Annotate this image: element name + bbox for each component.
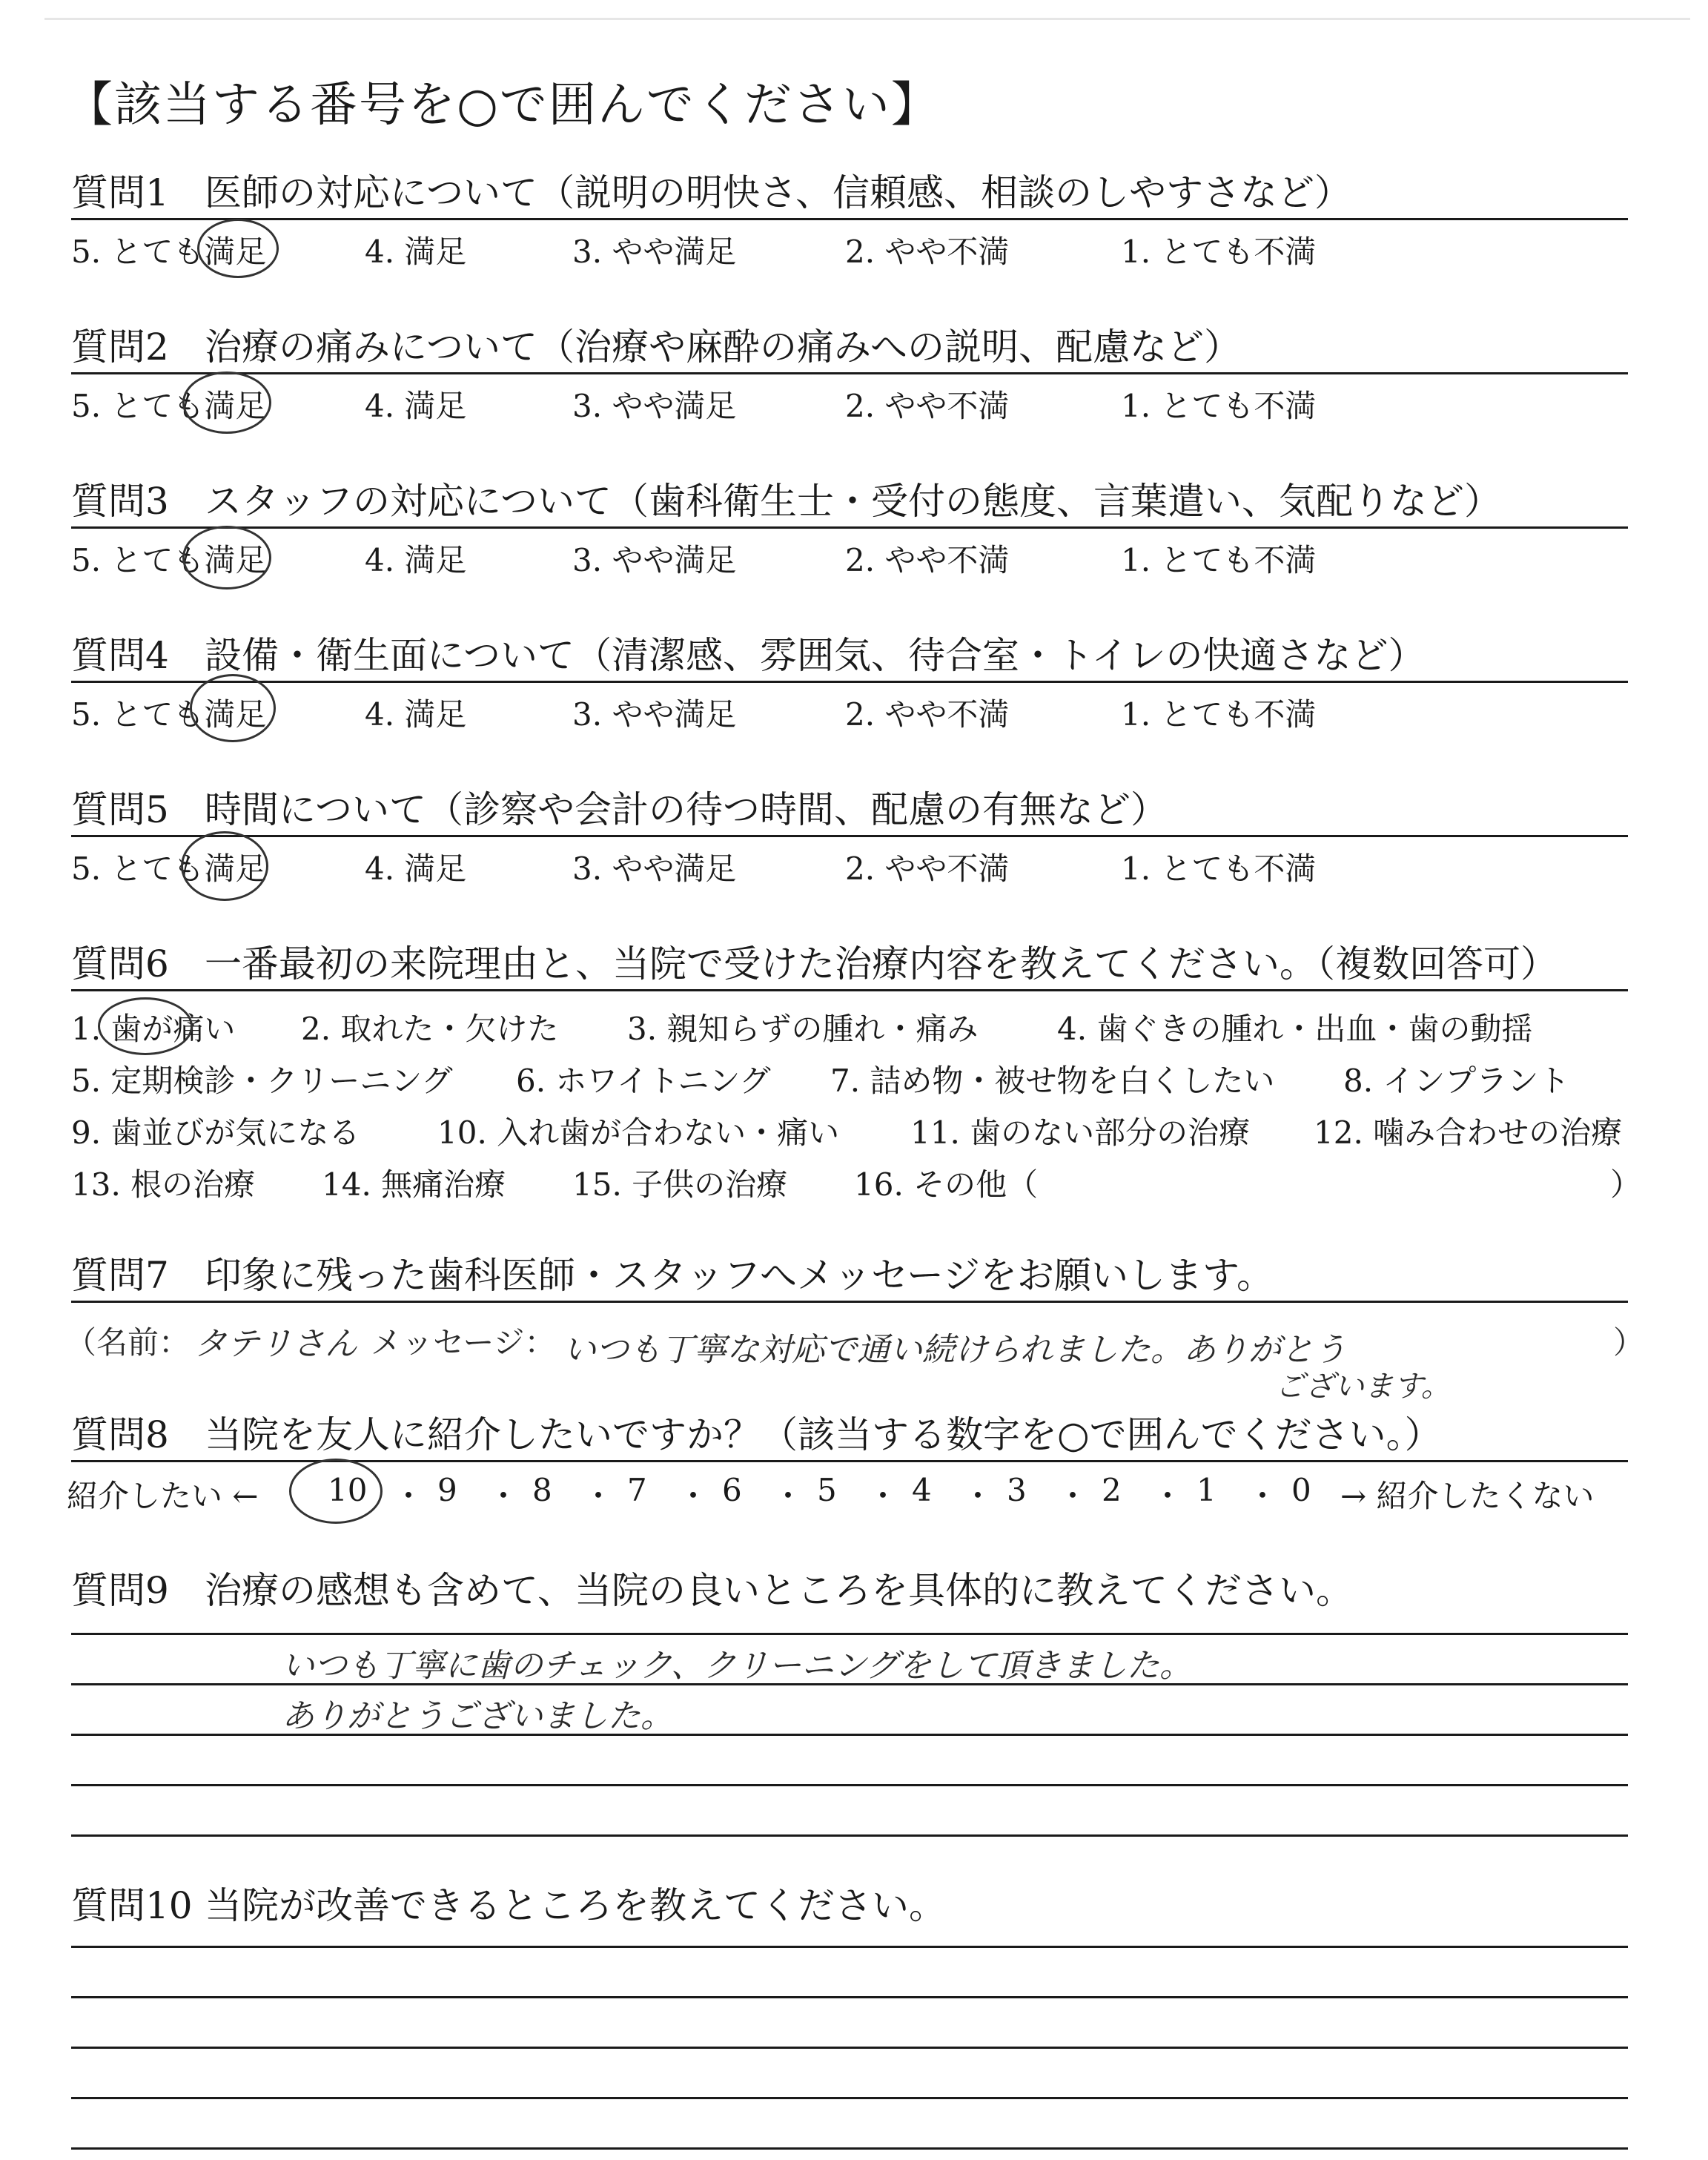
name-label: （名前： [65,1324,191,1361]
question-text: 医師の対応について（説明の明快さ、信頼感、相談のしやすさなど） [205,171,1351,214]
option-3[interactable]: 3. やや満足 [572,696,737,733]
option-2[interactable]: 2. やや不満 [845,388,1010,424]
category-item[interactable]: 4. 歯ぐきの腫れ・出血・歯の動揺 [1057,1011,1533,1047]
question-text: スタッフの対応について（歯科衛生士・受付の態度、言葉遣い、気配りなど） [205,480,1501,523]
message-handwritten: いつも丁寧な対応で通い続けられました。ありがとう [563,1331,1346,1369]
scale-value[interactable]: 9 [437,1472,457,1508]
scale-value[interactable]: 5 [817,1472,837,1508]
question-text: 設備・衛生面について（清潔感、雰囲気、待合室・トイレの快適さなど） [205,634,1426,677]
question-rule [71,526,1628,529]
page-title: 【該当する番号を○で囲んでください】 [65,78,940,133]
category-item[interactable]: 10. 入れ歯が合わない・痛い [437,1114,840,1151]
category-item[interactable]: 7. 詰め物・被せ物を白くしたい [830,1063,1275,1099]
option-4[interactable]: 4. 満足 [365,388,467,424]
message-handwritten-line2: ございます。 [1275,1370,1451,1404]
question-10 [71,1883,1628,1928]
selection-circle [98,997,193,1055]
rating-options [71,690,1628,735]
scale-value[interactable]: 0 [1291,1472,1311,1508]
scale-sep: ・ [583,1478,615,1514]
answer-line [71,2047,1628,2049]
message-label: メッセージ： [371,1324,556,1361]
category-item[interactable]: 8. インプラント [1343,1063,1570,1099]
question-number: 質問6 [71,942,169,985]
option-1[interactable]: 1. とても不満 [1121,234,1317,270]
answer-line [71,2097,1628,2099]
question-text: 時間について（診察や会計の待つ時間、配慮の有無など） [205,788,1168,831]
option-2[interactable]: 2. やや不満 [845,696,1010,733]
scale-value[interactable]: 6 [722,1472,742,1508]
option-2[interactable]: 2. やや不満 [845,542,1010,578]
category-item[interactable]: 11. 歯のない部分の治療 [910,1114,1251,1151]
option-5[interactable]: 5. とても満足 [71,542,267,578]
category-item[interactable]: 3. 親知らずの腫れ・痛み [627,1011,979,1047]
category-item[interactable]: 9. 歯並びが気になる [71,1114,360,1151]
option-3[interactable]: 3. やや満足 [572,851,737,887]
question-6 [71,942,1628,991]
question-rule [71,835,1628,837]
question-5 [71,787,1628,889]
option-1[interactable]: 1. とても不満 [1121,851,1317,887]
scale-sep: ・ [678,1478,709,1514]
question-1 [71,171,1628,272]
question-2 [71,325,1628,426]
question-number: 質問10 [71,1884,193,1927]
top-border [44,18,1690,20]
name-handwritten: タテリさん [194,1325,357,1363]
scale-sep: ・ [867,1478,899,1514]
option-5[interactable]: 5. とても満足 [71,234,267,270]
selection-circle [182,371,271,434]
scale-sep: ・ [1247,1478,1279,1514]
option-1[interactable]: 1. とても不満 [1121,696,1317,733]
option-2[interactable]: 2. やや不満 [845,851,1010,887]
question-number: 質問4 [71,634,169,677]
option-4[interactable]: 4. 満足 [365,696,467,733]
question-text: 当院が改善できるところを教えてください。 [205,1884,946,1927]
question-number: 質問2 [71,326,169,369]
question-text: 印象に残った歯科医師・スタッフへメッセージをお願いします。 [205,1254,1274,1297]
answer-line [71,2147,1628,2150]
scale-value[interactable]: 8 [532,1472,552,1508]
scale-sep: ・ [488,1478,520,1514]
answer-handwritten: いつも丁寧に歯のチェック、クリーニングをして頂きました。 [282,1647,1193,1685]
rating-options [71,228,1628,272]
category-item[interactable]: 15. 子供の治療 [572,1166,788,1203]
scale-sep: ・ [1152,1478,1184,1514]
scale-value[interactable]: 3 [1007,1472,1027,1508]
question-4 [71,633,1628,735]
scale-sep: ・ [962,1478,994,1514]
question-number: 質問3 [71,480,169,523]
rating-options [71,845,1628,889]
question-text: 当院を友人に紹介したいですか？（該当する数字を○で囲んでください。） [205,1413,1442,1456]
scale-value[interactable]: 10 [328,1472,368,1508]
question-3 [71,479,1628,581]
category-item[interactable]: 2. 取れた・欠けた [301,1011,559,1047]
scale-value[interactable]: 7 [627,1472,647,1508]
category-item[interactable]: 13. 根の治療 [71,1166,256,1203]
question-number: 質問8 [71,1413,169,1456]
question-number: 質問9 [71,1569,169,1612]
rating-options [71,536,1628,581]
scale-left-label: 紹介したい ← [67,1478,259,1514]
question-rule [71,681,1628,683]
option-1[interactable]: 1. とても不満 [1121,542,1317,578]
answer-handwritten: ありがとうございました。 [282,1697,673,1735]
selection-circle [181,831,268,901]
option-5[interactable]: 5. とても満足 [71,851,267,887]
question-8 [71,1413,1628,1462]
option-3[interactable]: 3. やや満足 [572,234,737,270]
option-5[interactable]: 5. とても満足 [71,388,267,424]
question-9 [71,1568,1628,1613]
option-4[interactable]: 4. 満足 [365,234,467,270]
question-number: 質問5 [71,788,169,831]
question-rule [71,989,1628,991]
message-close-paren: ） [1613,1324,1645,1361]
answer-line [71,1784,1628,1786]
question-text: 治療の感想も含めて、当院の良いところを具体的に教えてください。 [205,1569,1353,1612]
answer-line [71,1946,1628,1948]
category-item[interactable]: 16. その他（ [854,1166,1039,1203]
option-4[interactable]: 4. 満足 [365,542,467,578]
question-number: 質問7 [71,1254,169,1297]
scale-sep: ・ [393,1478,425,1514]
option-4[interactable]: 4. 満足 [365,851,467,887]
option-2[interactable]: 2. やや不満 [845,234,1010,270]
scale-value[interactable]: 4 [912,1472,932,1508]
category-item[interactable]: 6. ホワイトニング [516,1063,771,1099]
scale-value[interactable]: 1 [1196,1472,1217,1508]
option-5[interactable]: 5. とても満足 [71,696,267,733]
other-close-paren: ） [1610,1166,1642,1203]
category-item[interactable]: 1. 歯が痛い [71,1011,236,1047]
selection-circle [182,526,271,589]
scale-right-label: → 紹介したくない [1340,1478,1595,1514]
option-1[interactable]: 1. とても不満 [1121,388,1317,424]
question-rule [71,1460,1628,1462]
scale-value[interactable]: 2 [1102,1472,1122,1508]
rating-options [71,382,1628,426]
question-number: 質問1 [71,171,169,214]
category-item[interactable]: 12. 噛み合わせの治療 [1314,1114,1623,1151]
question-text: 治療の痛みについて（治療や麻酔の痛みへの説明、配慮など） [205,326,1241,369]
question-rule [71,372,1628,374]
selection-circle [197,219,279,278]
scale-sep: ・ [772,1478,804,1514]
answer-line [71,1834,1628,1837]
category-item[interactable]: 5. 定期検診・クリーニング [71,1063,453,1099]
question-rule [71,1301,1628,1303]
selection-circle [289,1459,383,1524]
scale-sep: ・ [1057,1478,1089,1514]
question-rule [71,218,1628,220]
question-text: 一番最初の来院理由と、当院で受けた治療内容を教えてください。（複数回答可） [205,942,1558,985]
answer-line [71,1633,1628,1635]
answer-line [71,1996,1628,1998]
question-7 [71,1253,1628,1303]
category-item[interactable]: 14. 無痛治療 [322,1166,506,1203]
option-3[interactable]: 3. やや満足 [572,542,737,578]
selection-circle [190,674,276,742]
option-3[interactable]: 3. やや満足 [572,388,737,424]
